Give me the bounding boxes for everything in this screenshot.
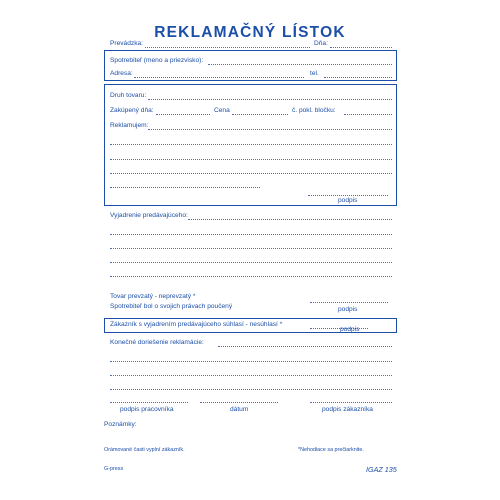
form-title: REKLAMAČNÝ LÍSTOK xyxy=(154,24,346,41)
date-line[interactable] xyxy=(200,402,278,403)
claimed-field-line[interactable] xyxy=(148,129,392,130)
seller-label: Prevádzka: xyxy=(110,40,143,47)
resolution-line[interactable] xyxy=(110,375,392,376)
goods-signature-label: podpis xyxy=(338,197,358,204)
seller-statement-line[interactable] xyxy=(110,248,392,249)
footer-publisher: G-press xyxy=(104,466,124,472)
informed-label: Spotrebiteľ bol o svojich právach poučený xyxy=(110,303,233,310)
claimed-field-line[interactable] xyxy=(110,159,392,160)
notes-label: Poznámky: xyxy=(104,421,137,428)
customer-signature-line[interactable] xyxy=(310,402,392,403)
phone-field[interactable] xyxy=(324,77,392,78)
agreement-signature-label: podpis xyxy=(340,326,360,333)
goods-kind-field[interactable] xyxy=(148,99,392,100)
claimed-field-line[interactable] xyxy=(110,173,392,174)
day-label: Dňa: xyxy=(314,40,328,47)
acceptance-signature-label: podpis xyxy=(338,306,358,313)
seller-statement-line[interactable] xyxy=(110,234,392,235)
form-code: IGAZ 135 xyxy=(366,465,397,474)
seller-statement-label: Vyjadrenie predávajúceho: xyxy=(110,212,188,219)
seller-statement-line[interactable] xyxy=(110,262,392,263)
acceptance-signature-line[interactable] xyxy=(310,302,388,303)
claimed-label: Reklamujem: xyxy=(110,122,149,129)
claimed-field-line[interactable] xyxy=(110,187,260,188)
accepted-label: Tovar prevzatý - neprevzatý * xyxy=(110,293,196,300)
goods-signature-line[interactable] xyxy=(308,195,388,196)
footer-crossed-note: *Nehodiace sa prečiarknite. xyxy=(298,447,364,453)
price-label: Cena xyxy=(214,107,230,114)
footer-fill-note: Orámované časti vyplní zákazník. xyxy=(104,447,185,453)
consumer-name-label: Spotrebiteľ (meno a priezvisko): xyxy=(110,57,204,64)
resolution-label: Konečné doriešenie reklamácie: xyxy=(110,339,204,346)
price-field[interactable] xyxy=(232,114,288,115)
bought-on-label: Zakúpený dňa: xyxy=(110,107,154,114)
agreement-label: Zákazník s vyjadrením predávajúceho súhlasí - nesúhlasí * xyxy=(110,321,283,328)
goods-kind-label: Druh tovaru: xyxy=(110,92,147,99)
clerk-signature-line[interactable] xyxy=(110,402,188,403)
claimed-field-line[interactable] xyxy=(110,144,392,145)
seller-statement-line[interactable] xyxy=(188,219,392,220)
customer-signature-label: podpis zákazníka xyxy=(322,406,373,413)
seller-statement-line[interactable] xyxy=(110,276,392,277)
claim-form-sheet xyxy=(100,12,400,488)
phone-label: tel. xyxy=(310,70,319,77)
address-label: Adresa: xyxy=(110,70,133,77)
resolution-line[interactable] xyxy=(218,346,392,347)
consumer-name-field[interactable] xyxy=(208,64,392,65)
bought-on-field[interactable] xyxy=(156,114,210,115)
resolution-line[interactable] xyxy=(110,389,392,390)
seller-field[interactable] xyxy=(145,47,310,48)
clerk-signature-label: podpis pracovníka xyxy=(120,406,174,413)
address-field[interactable] xyxy=(134,77,304,78)
receipt-no-field[interactable] xyxy=(344,114,392,115)
receipt-no-label: č. pokl. bločku: xyxy=(292,107,336,114)
date-label: dátum xyxy=(230,406,249,413)
day-field[interactable] xyxy=(330,47,392,48)
resolution-line[interactable] xyxy=(110,361,392,362)
